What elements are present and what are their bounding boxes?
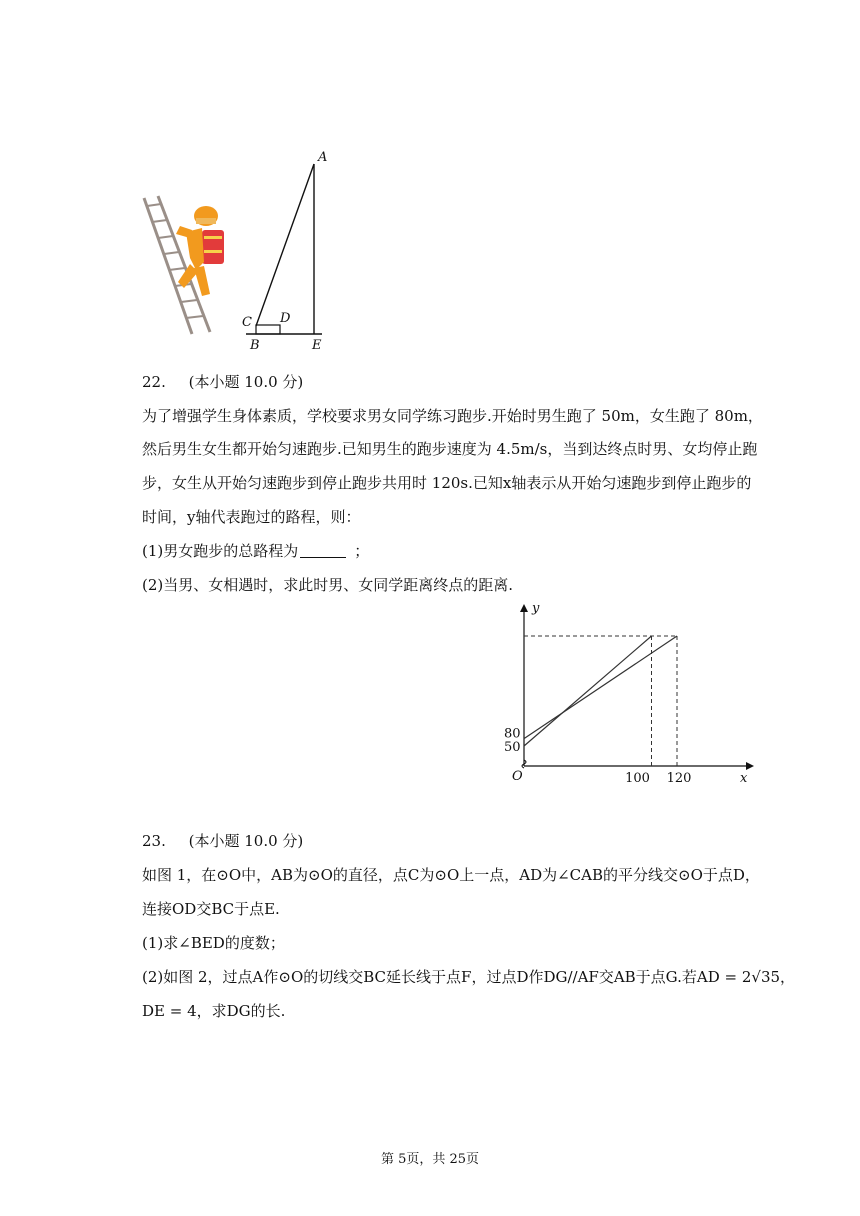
q22-text-4: 时间，y轴代表跑过的路程，则： — [142, 508, 361, 526]
q22-header — [142, 371, 303, 392]
series-line-2 — [524, 636, 677, 739]
q23-part2-line-1: (2)如图 2，过点A作⊙O的切线交BC延长线于点F，过点D作DG//AF交AB于点G.若AD = 2√35， — [142, 968, 796, 986]
q23-part2-line-2: DE = 4，求DG的长. — [142, 1002, 286, 1020]
q22-text-2: 然后男生女生都开始匀速跑步.已知男生的跑步速度为 4.5m/s，当到达终点时男、女均停止跑 — [142, 440, 758, 458]
y-axis-label: y — [532, 601, 540, 616]
series-line-1 — [524, 636, 652, 746]
label-C: C — [242, 315, 252, 330]
x-tick-100: 100 — [625, 771, 650, 786]
q22-part2: (2)当男、女相遇时，求此时男、女同学距离终点的距离. — [142, 576, 514, 594]
answer-blank — [300, 543, 346, 558]
triangle-figure — [238, 148, 338, 354]
label-E: E — [312, 338, 322, 353]
q22-part1-text: (1)男女跑步的总路程为 — [142, 542, 299, 560]
label-B: B — [250, 338, 260, 353]
y-tick-80: 80 — [504, 726, 521, 742]
q22-part1-tail: ； — [354, 542, 370, 560]
q22-part1 — [142, 540, 369, 561]
q23-line-2: 连接OD交BC于点E. — [142, 900, 280, 918]
x-axis-label: x — [740, 771, 748, 786]
q22-text-1: 为了增强学生身体素质，学校要求男女同学练习跑步.开始时男生跑了 50m，女生跑了 80m， — [142, 407, 763, 425]
q22-score: (本小题 10.0 分) — [188, 373, 304, 391]
x-axis-arrow — [746, 762, 754, 770]
label-A: A — [318, 150, 328, 165]
y-axis-arrow — [520, 604, 528, 612]
firefighter-illustration — [140, 192, 230, 340]
q23-number: 23. — [142, 832, 166, 850]
page-footer: 第 5页，共 25页 — [380, 1152, 480, 1167]
q22-number: 22. — [142, 373, 166, 391]
y-tick-50: 50 — [504, 740, 521, 755]
q23-header — [142, 830, 303, 851]
q23-line-1: 如图 1，在⊙O中，AB为⊙O的直径，点C为⊙O上一点，AD为∠CAB的平分线交⊙O于点D， — [142, 866, 760, 884]
distance-time-chart — [500, 600, 760, 790]
q23-score: (本小题 10.0 分) — [188, 832, 304, 850]
origin-label: O — [512, 769, 523, 784]
label-D: D — [280, 311, 291, 326]
q22-text-3: 步，女生从开始匀速跑步到停止跑步共用时 120s.已知x轴表示从开始匀速跑步到停止跑步的 — [142, 474, 752, 492]
x-tick-120: 120 — [666, 771, 692, 786]
q23-part1: (1)求∠BED的度数； — [142, 934, 285, 952]
